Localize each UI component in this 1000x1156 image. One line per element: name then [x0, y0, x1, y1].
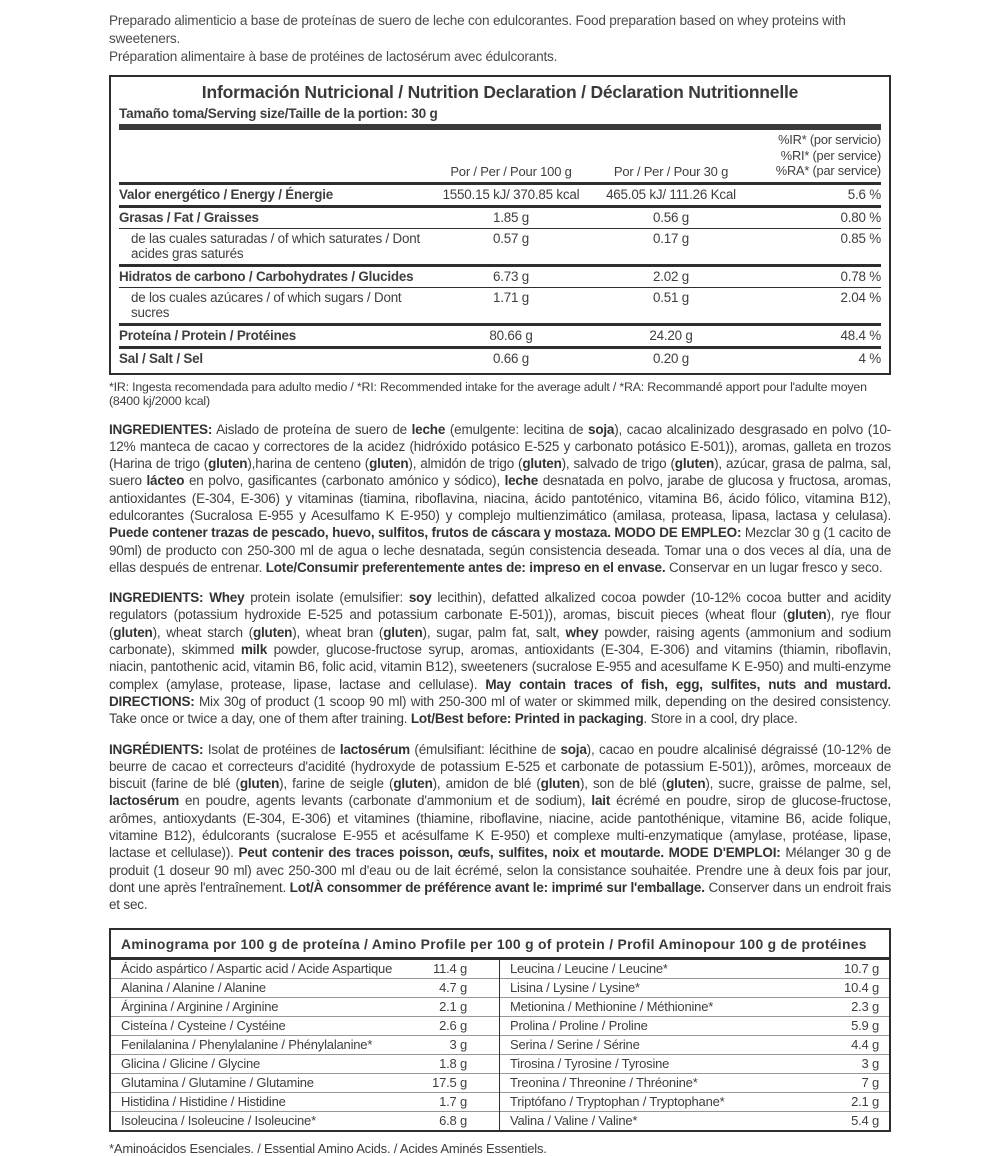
- amino-value: 6.8 g: [439, 1113, 467, 1129]
- nutrition-row-protein: [119, 326, 881, 349]
- nutrition-title: Información Nutricional / Nutrition Declaration / Déclaration Nutritionnelle: [201, 82, 799, 102]
- row-pct: 0.78 %: [840, 269, 881, 284]
- amino-value: 2.1 g: [851, 1094, 879, 1110]
- amino-row: [111, 1017, 499, 1036]
- row-label: Hidratos de carbono / Carbohydrates / Glucides: [119, 269, 414, 284]
- amino-column-right: [500, 960, 889, 1130]
- product-statement-line2: Préparation alimentaire à base de protéines de lactosérum avec édulcorants.: [109, 49, 558, 64]
- amino-profile-table: [109, 928, 891, 1132]
- row-per30: 0.20 g: [652, 351, 690, 366]
- amino-title: Aminograma por 100 g de proteína / Amino Profile per 100 g of protein / Profil Aminopour 100 g de protéines: [111, 930, 889, 960]
- amino-value: 5.4 g: [851, 1113, 879, 1129]
- product-statement: [109, 12, 891, 66]
- amino-label: Ácido aspártico / Aspartic acid / Acide Aspartique: [121, 961, 393, 977]
- amino-label: Metionina / Methionine / Méthionine*: [510, 999, 714, 1015]
- nutrition-row-saturates: [119, 229, 881, 267]
- amino-label: Alanina / Alanine / Alanine: [121, 980, 266, 996]
- ingredients-en: INGREDIENTS: Whey protein isolate (emulsifier: soy lecithin), defatted alkalized cocoa powder (10-12% cocoa butter and acidity regulators (potassium hydroxide E-525 and potassium carbonate E-501)), aromas, biscuit pieces (wheat flour (gluten), rye flour (gluten), wheat starch (gluten), wheat bran (gluten), sugar, palm fat, salt, whey powder, raising agents (ammonium and sodium carbonate), skimmed milk powder, glucose-fructose syrup, aromas, antioxidants (E-304, E-306) and vitamins (thiamin, riboflavin, niacin, pantothenic acid, vitamin B6, folic acid, vitamin B12), sweeteners (sucralose E-955 and acesulfame K E-950) and multi-enzyme complex (amylase, protease, lipase, lactase and cellulase). May contain traces of fish, egg, sulfites, nuts and mustard. DIRECTIONS: Mix 30g of product (1 scoop 90 ml) with 250-300 ml of water or skimmed milk, depending on the desired consistency. Take once or twice a day, one of them after training. Lot/Best before: Printed in packaging. Store in a cool, dry place.: [109, 590, 891, 727]
- amino-row: [500, 960, 889, 979]
- amino-value: 4.4 g: [851, 1037, 879, 1053]
- amino-label: Leucina / Leucine / Leucine*: [510, 961, 668, 977]
- amino-value: 5.9 g: [851, 1018, 879, 1034]
- amino-value: 1.8 g: [439, 1056, 467, 1072]
- amino-value: 2.1 g: [439, 999, 467, 1015]
- row-per30: 24.20 g: [649, 328, 693, 343]
- label-sheet: [109, 0, 891, 1156]
- row-per100: 6.73 g: [492, 269, 530, 284]
- pct-header-ri: %RI* (per service): [780, 147, 881, 163]
- amino-row: [500, 998, 889, 1017]
- amino-row: [500, 1017, 889, 1036]
- row-pct: 0.80 %: [840, 210, 881, 225]
- amino-label: Glutamina / Glutamine / Glutamine: [121, 1075, 314, 1091]
- row-label: Grasas / Fat / Graisses: [119, 210, 259, 225]
- amino-row: [500, 1093, 889, 1112]
- amino-row: [111, 998, 499, 1017]
- amino-row: [111, 1036, 499, 1055]
- amino-label: Lisina / Lysine / Lysine*: [510, 980, 640, 996]
- row-label: Proteína / Protein / Protéines: [119, 328, 297, 343]
- pct-header-ir: %IR* (por servicio): [778, 132, 881, 147]
- nutrition-footnote: *IR: Ingesta recomendada para adulto medio / *RI: Recommended intake for the average adult / *RA: Recommandé apport pour l'adulte moyen (8400 kj/2000 kcal): [109, 379, 867, 408]
- amino-label: Triptófano / Tryptophan / Tryptophane*: [510, 1094, 725, 1110]
- col-header-per100: Por / Per / Pour 100 g: [450, 163, 572, 179]
- amino-row: [111, 1093, 499, 1112]
- row-per30: 0.56 g: [652, 210, 690, 225]
- ingredients-fr: INGRÉDIENTS: Isolat de protéines de lactosérum (émulsifiant: lécithine de soja), cacao en poudre alcalinisé dégraissé (10-12% de beurre de cacao et correcteurs d'acidité (hydroxyde de potassium E-525 et carbonate de potassium E-501)), arômes, morceaux de biscuit (farine de blé (gluten), farine de seigle (gluten), amidon de blé (gluten), son de blé (gluten), sucre, graisse de palme, sel, lactosérum en poudre, agents levants (carbonate d'ammonium et de sodium), lait écrémé en poudre, sirop de glucose-fructose, arômes, antioxydants (E-304, E-306) et vitamines (thiamine, riboflavine, niacine, acide pantothénique, vitamine B6, acide folique, vitamine B12), édulcorants (sucralose E-955 et acésulfame K E-950) et complexe multi-enzymatique (amylase, protéase, lipase, lactase et cellulase)). Peut contenir des traces poisson, œufs, sulfites, noix et moutarde. MODE D'EMPLOI: Mélanger 30 g de produit (1 doseur 90 ml) avec 250-300 ml d'eau ou de lait écrémé, selon la consistance souhaitée. Prendre une à deux fois par jour, dont une après l'entraînement. Lot/À consommer de préférence avant le: imprimé sur l'emballage. Conserver dans un endroit frais et sec.: [109, 741, 892, 913]
- amino-value: 7 g: [861, 1075, 879, 1091]
- amino-value: 11.4 g: [433, 961, 467, 977]
- amino-row: [500, 1112, 889, 1130]
- amino-label: Valina / Valine / Valine*: [510, 1113, 638, 1129]
- amino-value: 4.7 g: [439, 980, 467, 996]
- amino-label: Cisteína / Cysteine / Cystéine: [121, 1018, 286, 1034]
- amino-label: Prolina / Proline / Proline: [510, 1018, 648, 1034]
- nutrition-row-salt: [119, 349, 881, 369]
- row-per30: 465.05 kJ/ 111.26 Kcal: [606, 187, 736, 202]
- row-per100: 0.57 g: [492, 231, 530, 246]
- row-per100: 1.71 g: [492, 290, 530, 305]
- row-per100: 1550.15 kJ/ 370.85 kcal: [442, 187, 580, 202]
- nutrition-row-sugars: [119, 288, 881, 326]
- serving-size: Tamaño toma/Serving size/Taille de la portion: 30 g: [119, 106, 438, 121]
- amino-value: 1.7 g: [439, 1094, 467, 1110]
- row-per30: 2.02 g: [652, 269, 690, 284]
- amino-value: 17.5 g: [432, 1075, 467, 1091]
- amino-label: Serina / Serine / Sérine: [510, 1037, 640, 1053]
- amino-value: 3 g: [449, 1037, 467, 1053]
- nutrition-row-carbohydrates: [119, 267, 881, 288]
- amino-value: 10.7 g: [844, 961, 879, 977]
- amino-label: Tirosina / Tyrosine / Tyrosine: [510, 1056, 670, 1072]
- row-per100: 80.66 g: [489, 328, 533, 343]
- row-pct: 4 %: [858, 351, 881, 366]
- amino-row: [500, 1036, 889, 1055]
- nutrition-declaration-table: [109, 75, 891, 375]
- amino-value: 2.3 g: [851, 999, 879, 1015]
- nutrition-row-energy: [119, 185, 881, 208]
- amino-value: 3 g: [861, 1056, 879, 1072]
- ingredients-es: INGREDIENTES: Aislado de proteína de suero de leche (emulgente: lecitina de soja), cacao alcalinizado desgrasado en polvo (10-12% manteca de cacao y correctores de la acidez (hidróxido potásico E-525 y carbonato potásico E-501)), aromas, galleta en trozos (Harina de trigo (gluten),harina de centeno (gluten), almidón de trigo (gluten), salvado de trigo (gluten), azúcar, grasa de palma, sal, suero lácteo en polvo, gasificantes (carbonato amónico y sódico), leche desnatada en polvo, jarabe de glucosa y fructosa, aromas, antioxidantes (E-304, E-306) y vitaminas (tiamina, riboflavina, niacina, ácido pantoténico, vitamina B6, ácido fólico, vitamina B12), edulcorantes (Sucralosa E-955 y Acesulfamo K E-950) y complejo multienzimático (amilasa, proteasa, lipasa, lactasa y celulasa). Puede contener trazas de pescado, huevo, sulfitos, frutos de cáscara y mostaza. MODO DE EMPLEO: Mezclar 30 g (1 cacito de 90ml) de producto con 250-300 ml de agua o leche desnatada, según consistencia deseada. Tomar una o dos veces al día, una de ellas después de entrenar. Lote/Consumir preferentemente antes de: impreso en el envase. Conservar en un lugar fresco y seco.: [109, 421, 891, 575]
- amino-row: [111, 1112, 499, 1130]
- row-pct: 2.04 %: [840, 290, 881, 305]
- amino-row: [111, 1055, 499, 1074]
- row-pct: 0.85 %: [840, 231, 881, 246]
- row-label: Valor energético / Energy / Énergie: [119, 187, 334, 202]
- amino-column-left: [111, 960, 500, 1130]
- row-label: de los cuales azúcares / of which sugars / Dont sucres: [131, 290, 402, 320]
- amino-row: [500, 1074, 889, 1093]
- row-label: Sal / Salt / Sel: [119, 351, 203, 366]
- amino-body: [111, 960, 889, 1130]
- row-per30: 0.17 g: [652, 231, 690, 246]
- amino-value: 2.6 g: [439, 1018, 467, 1034]
- product-statement-line1: Preparado alimenticio a base de proteínas de suero de leche con edulcorantes. Food preparation based on whey proteins with sweeteners.: [109, 13, 846, 46]
- pct-header-ra: %RA* (par service): [775, 163, 881, 178]
- amino-label: Árginina / Arginine / Arginine: [121, 999, 279, 1015]
- amino-row: [111, 979, 499, 998]
- nutrition-header-row: [119, 130, 881, 185]
- row-per100: 0.66 g: [492, 351, 530, 366]
- amino-row: [500, 1055, 889, 1074]
- row-pct: 48.4 %: [840, 328, 881, 343]
- amino-row: [500, 979, 889, 998]
- amino-label: Histidina / Histidine / Histidine: [121, 1094, 286, 1110]
- amino-label: Glicina / Glicine / Glycine: [121, 1056, 261, 1072]
- row-per30: 0.51 g: [652, 290, 690, 305]
- col-header-per30: Por / Per / Pour 30 g: [613, 163, 729, 179]
- row-per100: 1.85 g: [492, 210, 530, 225]
- amino-value: 10.4 g: [844, 980, 879, 996]
- amino-label: Fenilalanina / Phenylalanine / Phénylalanine*: [121, 1037, 373, 1053]
- nutrition-row-fat: [119, 208, 881, 229]
- row-pct: 5.6 %: [847, 187, 881, 202]
- amino-footnote: *Aminoácidos Esenciales. / Essential Amino Acids. / Acides Aminés Essentiels.: [109, 1140, 547, 1156]
- amino-row: [111, 960, 499, 979]
- row-label: de las cuales saturadas / of which saturates / Dont acides gras saturés: [131, 231, 421, 261]
- amino-row: [111, 1074, 499, 1093]
- amino-label: Treonina / Threonine / Thréonine*: [510, 1075, 698, 1091]
- amino-label: Isoleucina / Isoleucine / Isoleucine*: [121, 1113, 316, 1129]
